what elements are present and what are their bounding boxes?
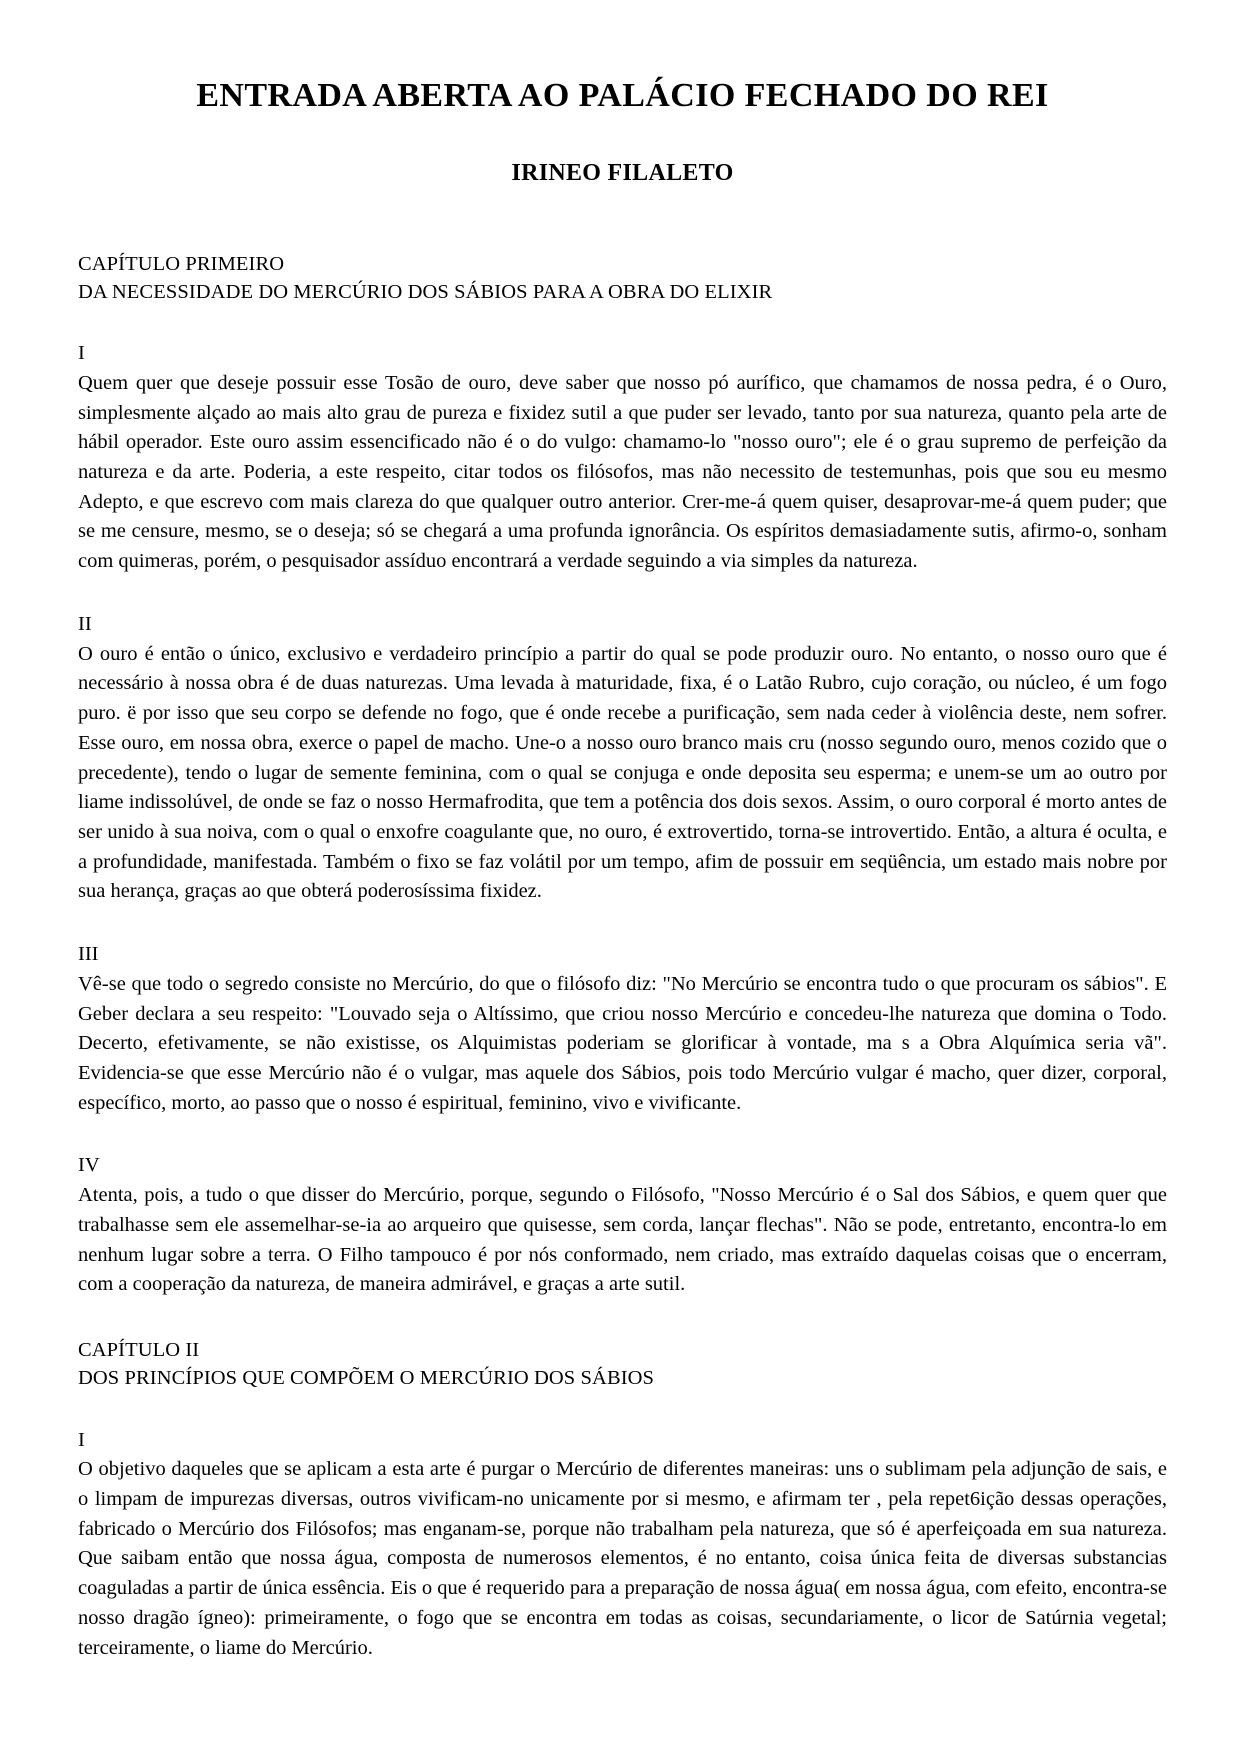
section-body: O objetivo daqueles que se aplicam a esta arte é purgar o Mercúrio de diferentes maneiras: uns o sublimam pela adjunção de sais, e o limpam de impurezas diversas, outros vivificam-no unicamente por si mesmo, e afirmam ter , pela repet6ição dessas operações, fabricado o Mercúrio dos Filósofos; mas enganam-se, porque não trabalham pela natureza, que só é aperfeiçoada em sua natureza. Que saibam então que nossa água, composta de numerosos elementos, é no entanto, coisa única feita de diversas substancias coaguladas a partir de única essência. Eis o que é requerido para a preparação de nossa água( em nossa água, com efeito, encontra-se nosso dragão ígneo): primeiramente, o fogo que se encontra em todas as coisas, secundariamente, o licor de Satúrnia vegetal; terceiramente, o liame do Mercúrio.: [78, 1458, 1167, 1659]
section-2-i: [78, 1426, 1167, 1664]
chapter-heading-2: CAPÍTULO II: [78, 1339, 200, 1361]
chapter-heading-1: CAPÍTULO PRIMEIRO: [78, 252, 285, 275]
section-body: Vê-se que todo o segredo consiste no Mercúrio, do que o filósofo diz: "No Mercúrio se encontra tudo o que procuram os sábios". E Geber declara a seu respeito: "Louvado seja o Altíssimo, que criou nosso Mercúrio e concedeu-lhe natureza que domina o Todo. Decerto, efetivamente, se não existisse, os Alquimistas poderiam se glorificar à vontade, ma s a Obra Alquímica seria vã". Evidencia-se que esse Mercúrio não é o vulgar, mas aquele dos Sábios, pois todo Mercúrio vulgar é macho, quer dizer, corporal, específico, morto, ao passo que o nosso é espiritual, feminino, vivo e vivificante.: [78, 972, 1167, 1114]
section-1-i: [78, 339, 1167, 577]
section-body: Quem quer que deseje possuir esse Tosão de ouro, deve saber que nosso pó aurífico, que chamamos de nossa pedra, é o Ouro, simplesmente alçado ao mais alto grau de pureza e fixidez sutil a que puder ser levado, tanto por sua natureza, quanto pela arte de hábil operador. Este ouro assim essencificado não é o do vulgo: chamamo-lo "nosso ouro"; ele é o grau supremo de perfeição da natureza e da arte. Poderia, a este respeito, citar todos os filósofos, mas não necessito de testemunhas, pois que sou eu mesmo Adepto, e que escrevo com mais clareza do que qualquer outro anterior. Crer-me-á quem quiser, desaprovar-me-á quem puder; que se me censure, mesmo, se o deseja; só se chegará a uma profunda ignorância. Os espíritos demasiadamente sutis, afirmo-o, sonham com quimeras, porém, o pesquisador assíduo encontrará a verdade seguindo a via simples da natureza.: [78, 371, 1167, 573]
section-numeral: II: [78, 612, 92, 635]
section-numeral: I: [78, 342, 85, 365]
chapter-block-2: [78, 1336, 1167, 1393]
section-body: O ouro é então o único, exclusivo e verdadeiro princípio a partir do qual se pode produzir ouro. No entanto, o nosso ouro que é necessário à nossa obra é de duas naturezas. Uma levada à maturidade, fixa, é o Latão Rubro, cujo coração, ou núcleo, é um fogo puro. ë por isso que seu corpo se defende no fogo, que é onde recebe a purificação, sem nada ceder à violência deste, nem sofrer. Esse ouro, em nossa obra, exerce o papel de macho. Une-o a nosso ouro branco mais cru (nosso segundo ouro, menos cozido que o precedente), tendo o lugar de semente feminina, com o qual se conjuga e onde deposita seu esperma; e unem-se um ao outro por liame indissolúvel, de onde se faz o nosso Hermafrodita, que tem a potência dos dois sexos. Assim, o ouro corporal é morto antes de ser unido à sua noiva, com o qual o enxofre coagulante que, no ouro, é extrovertido, torna-se introvertido. Então, a altura é oculta, e a profundidade, manifestada. Também o fixo se faz volátil por um tempo, afim de possuir em seqüência, um estado mais nobre por sua herança, graças ao que obterá poderosíssima fixidez.: [78, 642, 1167, 903]
chapter-subheading-1: DA NECESSIDADE DO MERCÚRIO DOS SÁBIOS PARA A OBRA DO ELIXIR: [78, 280, 773, 303]
document-title: ENTRADA ABERTA AO PALÁCIO FECHADO DO REI: [196, 77, 1049, 114]
section-numeral: IV: [78, 1154, 100, 1177]
section-1-iii: [78, 940, 1167, 1118]
section-numeral: I: [78, 1428, 85, 1451]
section-1-iv: [78, 1151, 1167, 1300]
section-body: Atenta, pois, a tudo o que disser do Mercúrio, porque, segundo o Filósofo, "Nosso Mercúrio é o Sal dos Sábios, e quem quer que trabalhasse sem ele assemelhar-se-ia ao arqueiro que quisesse, sem corda, lançar flechas". Não se pode, entretanto, encontra-lo em nenhum lugar sobre a terra. O Filho tampouco é por nós conformado, nem criado, mas extraído daquelas coisas que o encerram, com a cooperação da natureza, de maneira admirável, e graças a arte sutil.: [78, 1184, 1167, 1296]
chapter-subheading-2: DOS PRINCÍPIOS QUE COMPÕEM O MERCÚRIO DOS SÁBIOS: [78, 1367, 655, 1390]
document-author: IRINEO FILALETO: [511, 159, 734, 186]
section-numeral: III: [78, 943, 99, 966]
chapter-block-1: [78, 250, 1167, 307]
section-1-ii: [78, 610, 1167, 907]
